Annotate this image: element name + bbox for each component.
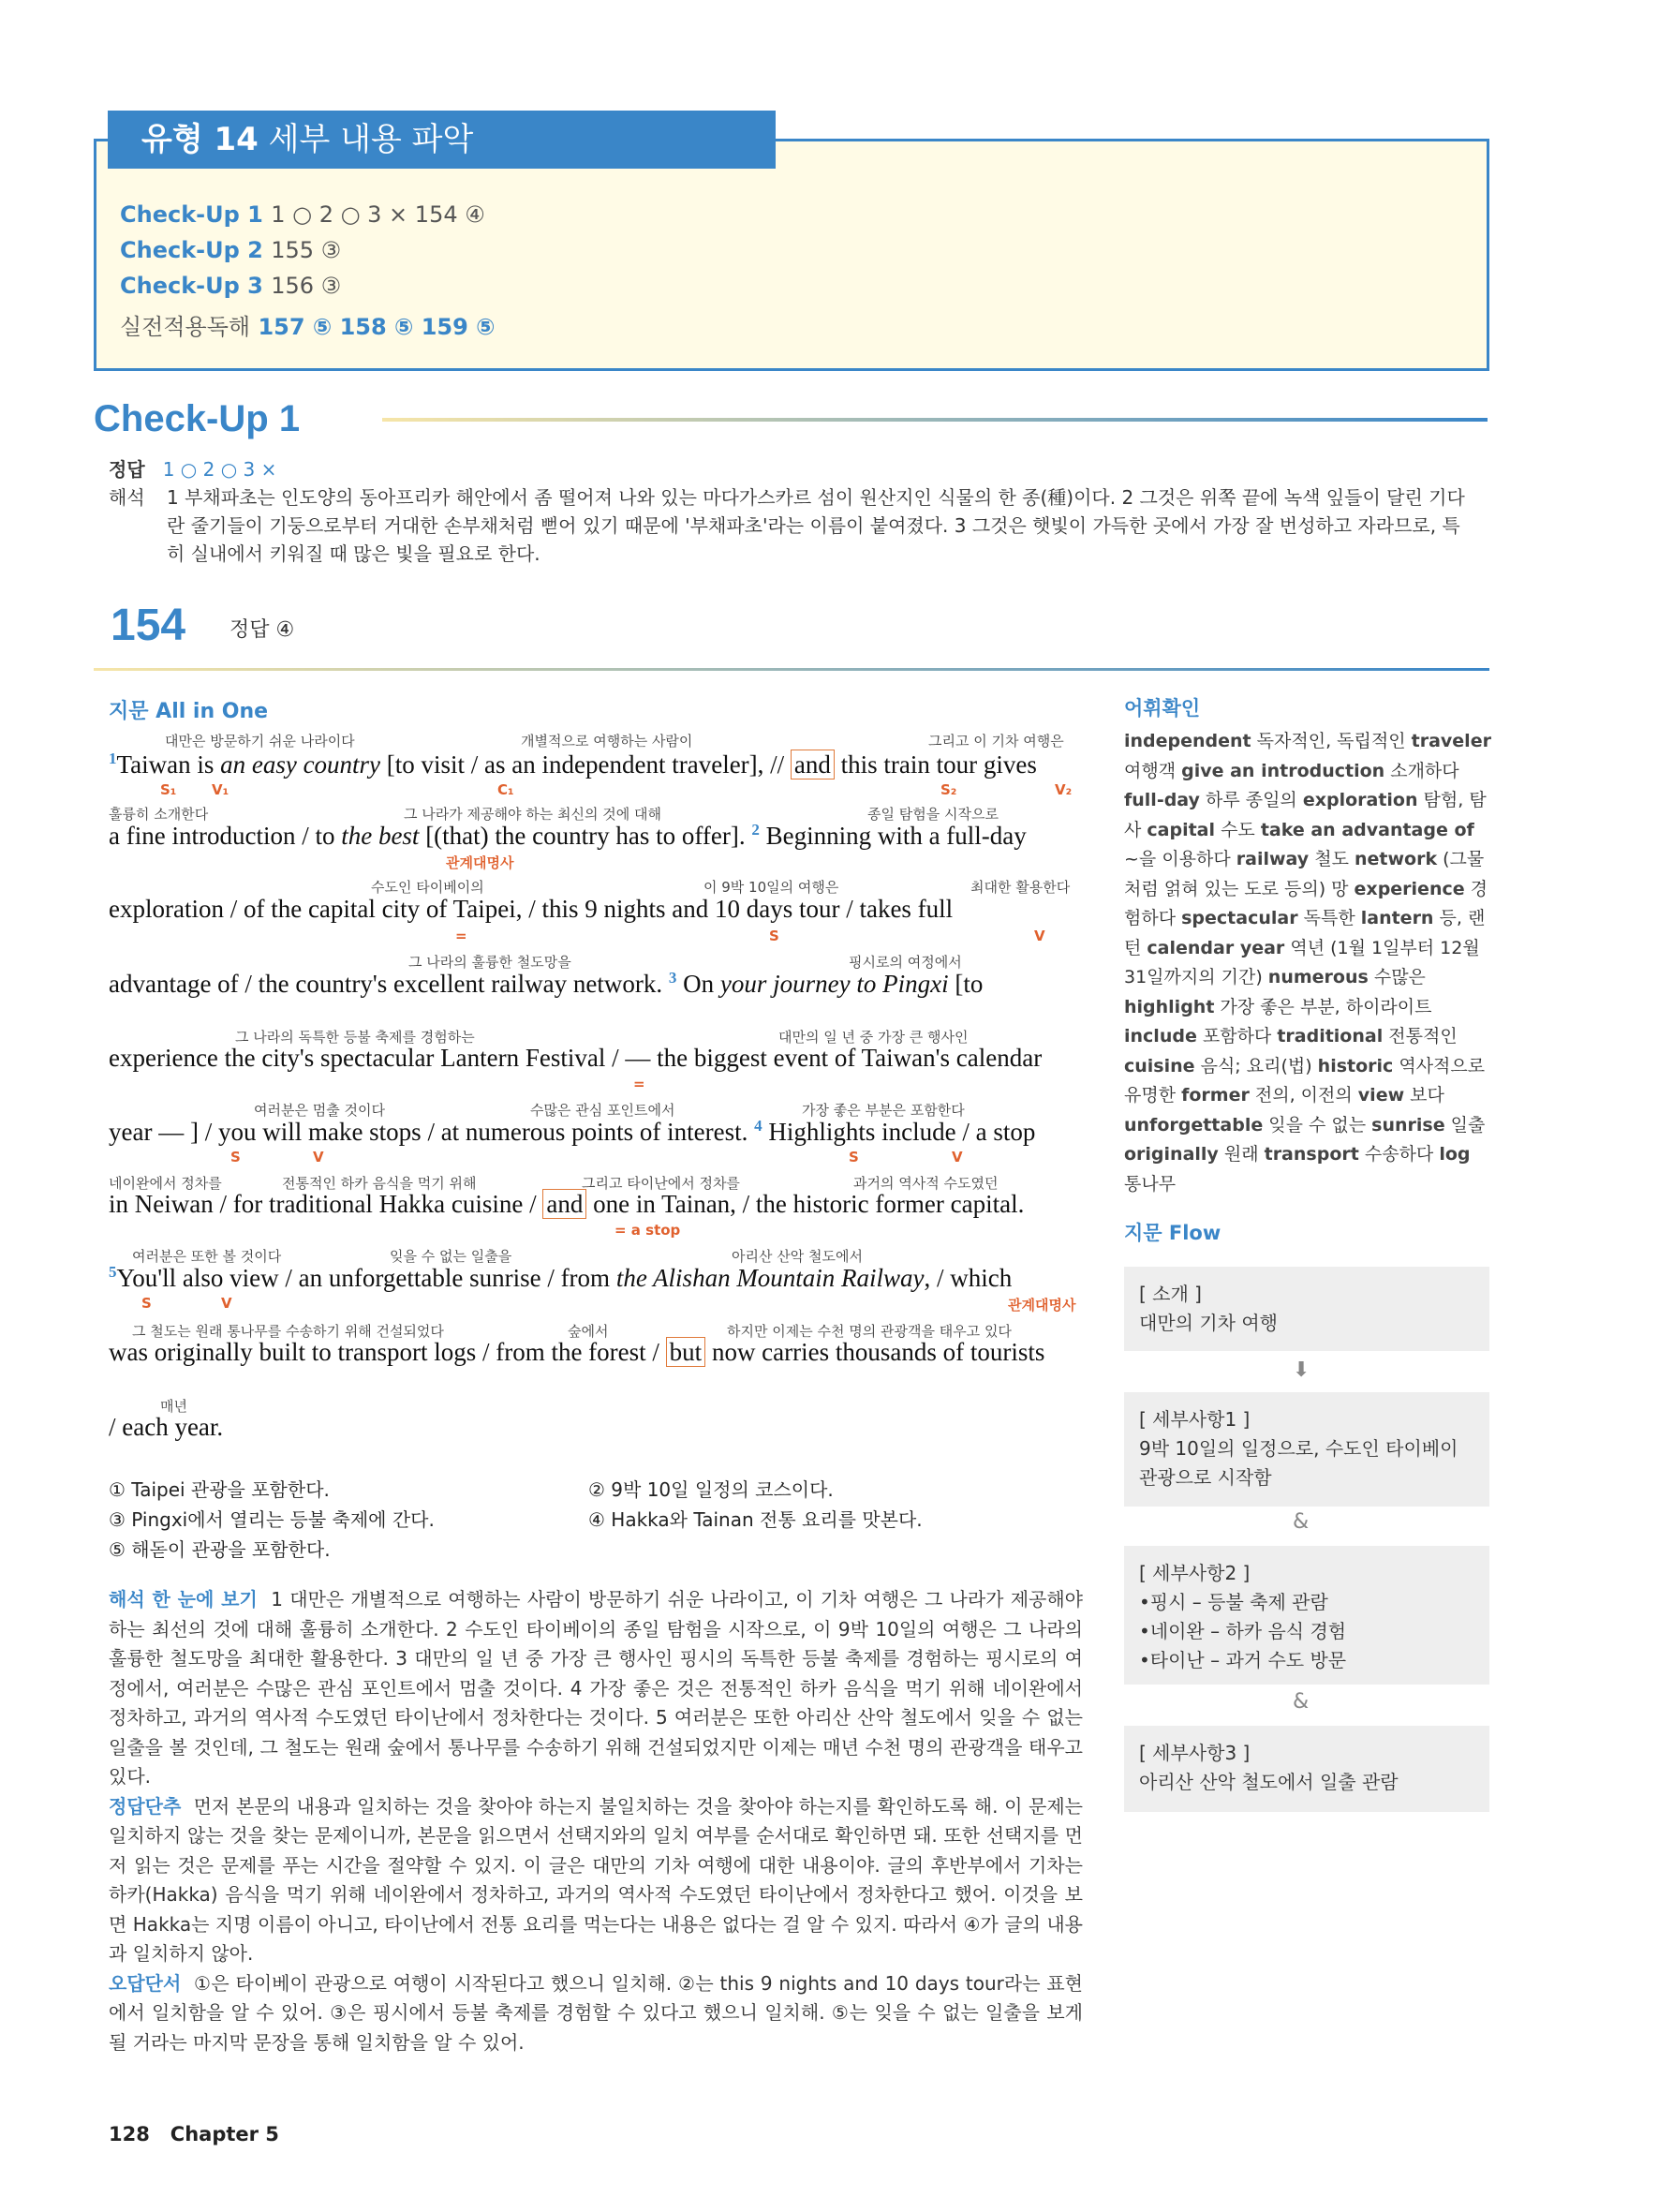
gloss-row: 그 철도는 원래 통나무를 수송하기 위해 건설되었다 숲에서 하지만 이제는 수천 명의 관광객을 태우고 있다 (132, 1323, 1012, 1340)
gloss: 대만은 방문하기 쉬운 나라이다 (165, 733, 355, 750)
flow-box: [ 세부사항3 ] 아리산 산악 철도에서 일출 관람 (1124, 1726, 1489, 1812)
vocab-meaning: 경험하다 (1124, 878, 1488, 928)
vocab-meaning: 통나무 (1124, 1173, 1177, 1195)
checkup1-explain-label: 해석 (109, 486, 145, 509)
flow-box: [ 소개 ] 대만의 기차 여행 (1124, 1267, 1489, 1351)
flow-box: [ 세부사항1 ] 9박 10일의 일정으로, 수도인 타이베이 관광으로 시작함 (1124, 1392, 1489, 1507)
flow-title: 지문 Flow (1124, 1222, 1221, 1244)
gloss-row: 훌륭히 소개한다 그 나라가 제공해야 하는 최신의 것에 대해 종일 탐험을 시작으로 (109, 806, 999, 823)
vocab-meaning: 역년 (1월 1일부터 12월 31일까지의 기간) (1124, 937, 1480, 987)
gloss-row: 네이완에서 정차를 전통적인 하카 음식을 먹기 위해 그리고 타이난에서 정차를 과거의 역사적 수도였던 (109, 1175, 999, 1192)
vocab-meaning: (그물처럼 얽혀 있는 도로 등의) 망 (1124, 849, 1485, 899)
vocab-word: transport (1264, 1144, 1359, 1165)
vocab-word: network (1354, 849, 1438, 869)
vocab-word: independent (1124, 731, 1251, 751)
passage-line: experience the city's spectacular Lantern Festival / — the biggest event of Taiwan's calendar (109, 1044, 1043, 1072)
vocab-meaning: 수송하다 (1358, 1144, 1440, 1165)
vocab-word: historic (1317, 1055, 1394, 1076)
vocab-word: former (1181, 1085, 1250, 1106)
explanation-block: 해석 한 눈에 보기 1 대만은 개별적으로 여행하는 사람이 방문하기 쉬운 나라이고, 이 기차 여행은 그 나라가 제공해야 하는 최선의 것에 대해 훌륭히 소개한다. 2 수도인 타이베이의 종일 탐험을 시작으로, 이 9박 10일의 여행은 그 나라의 훌륭한 철도망을 최대한 활용한다. 3 대만의 일 년 중 가장 큰 행사인 핑시의 독특한 등불 축제를 경험하는 핑시로의 여정에서, 여러분은 수많은 관심 포인트에서 멈출 것이다. 4 가장 좋은 것은 전통적인 하카 음식을 먹기 위해 네이완에서 정차하고, 과거의 역사적 수도였던 타이난에서 정차한다는 것이다. 5 여러분은 또한 아리산 산악 철도에서 잊을 수 없는 일출을 볼 것인데, 그 철도는 원래 숲에서 통나무를 수송하기 위해 건설되었지만 이제는 매년 수천 명의 관광객을 태우고 있다. 정답단추 먼저 본문의 내용과 일치하는 것을 찾아야 하는지 불일치하는 것을 찾아야 하는지를 확인하도록 해. 이 문제는 일치하지 않는 것을 찾는 문제이니까, 본문을 읽으면서 선택지와의 일치 여부를 순서대로 확인하면 돼. 또한 선택지를 먼저 읽는 것은 문제를 푸는 시간을 절약할 수 있지. 이 글은 대만의 기차 여행에 대한 내용이야. 글의 후반부에서 기차는 하카(Hakka) 음식을 먹기 위해 네이완에서 정차하고, 과거의 역사적 수도였던 타이난에서 정차한다고 했어. 이것을 보면 Hakka는 지명 이름이 아니고, 타이난에서 전통 요리를 먹는다는 내용은 없다는 걸 알 수 있지. 따라서 ④가 글의 내용과 일치하지 않아. 오답단서 ①은 타이베이 관광으로 여행이 시작된다고 했으니 일치해. ②는 this 9 nights and 10 days tour라는 표현에서 일치함을 알 수 있어. ③은 핑시에서 등불 축제를 경험할 수 있다고 했으니 일치해. ⑤는 잊을 수 없는 일출을 보게 될 거라는 마지막 문장을 통해 일치함을 알 수 있어. (109, 1588, 1084, 2054)
vocab-word: exploration (1302, 790, 1418, 810)
vocab-meaning: 전통적인 (1383, 1026, 1458, 1047)
passage-line: year — ] / you will make stops / at numerous points of interest. $^4$ Highlights include / a stop (109, 1117, 1036, 1146)
flow-box: [ 세부사항2 ] •핑시 – 등불 축제 관람 •네이완 – 하카 음식 경험 •타이난 – 과거 수도 방문 (1124, 1546, 1489, 1685)
vocab-meaning: ~을 이용하다 (1124, 849, 1236, 869)
gloss-row: 수도인 타이베이의 이 9박 10일의 여행은 최대한 활용한다 (371, 879, 1071, 896)
vocab-meaning: 수도 (1215, 819, 1261, 840)
vocab-word: take an advantage of (1260, 819, 1474, 840)
grammar-marks: 관계대명사 (446, 854, 514, 871)
vocab-word: full-day (1124, 790, 1200, 810)
gloss-row: 그 나라의 독특한 등불 축제를 경험하는 대만의 일 년 중 가장 큰 행사인 (235, 1029, 969, 1046)
vocab-word: spectacular (1181, 908, 1298, 928)
vocab-word: view (1357, 1085, 1405, 1106)
gloss: 개별적으로 여행하는 사람이 (521, 733, 693, 750)
ampersand: & (1293, 1510, 1310, 1534)
grammar-marks: S₁ V₁ C₁ S₂ V₂ (160, 781, 1073, 798)
grammar-marks: S V 관계대명사 (141, 1295, 1076, 1314)
passage-line: advantage of / the country's excellent railway network. $^3$ On your journey to Pingxi [to (109, 969, 984, 998)
gloss-row: 여러분은 또한 볼 것이다 잊을 수 없는 일출을 아리산 산악 철도에서 (132, 1248, 863, 1265)
vocab-meaning: 원래 (1218, 1144, 1265, 1165)
page-footer: 128 Chapter 5 (109, 2123, 279, 2145)
summary-row: Check-Up 3 156 ③ (120, 273, 342, 299)
vocab-word: traditional (1277, 1026, 1384, 1047)
vocab-word: give an introduction (1181, 760, 1385, 781)
vocab-meaning: 철도 (1309, 849, 1355, 869)
vocab-word: capital (1147, 819, 1216, 840)
passage-line: in Neiwan / for traditional Hakka cuisine / and one in Tainan, / the historic former capital. (109, 1190, 1025, 1218)
option-2: ② 9박 10일 일정의 코스이다. (588, 1478, 834, 1501)
summary-row: Check-Up 2 155 ③ (120, 237, 342, 263)
grammar-marks: = S V (455, 928, 1045, 944)
section-divider (94, 668, 1489, 671)
passage-line: $^5$You'll also view / an unforgettable sunrise / from the Alishan Mountain Railway, / which (109, 1263, 1013, 1292)
grammar-marks: = (633, 1076, 645, 1092)
vocab-meaning: 가장 좋은 부분, 하이라이트 (1214, 996, 1432, 1017)
vocab-word: highlight (1124, 996, 1215, 1017)
vocab-word: originally (1124, 1144, 1219, 1165)
vocab-meaning: 보다 (1404, 1085, 1444, 1106)
passage-line: a fine introduction / to the best [(that) the country has to offer]. $^2$ Beginning with a full-day (109, 821, 1027, 850)
ampersand: & (1293, 1690, 1310, 1714)
grammar-marks: = a stop (614, 1222, 681, 1239)
vocab-word: numerous (1267, 967, 1369, 987)
question-answer: 정답 ④ (229, 618, 295, 642)
section-divider (382, 418, 1488, 422)
vocab-title: 어휘확인 (1124, 697, 1201, 720)
option-1: ① Taipei 관광을 포함한다. (109, 1478, 330, 1501)
vocab-word: traveler (1411, 731, 1491, 751)
checkup1-title: Check-Up 1 (94, 398, 301, 439)
vocab-meaning: 잊을 수 없는 (1263, 1114, 1372, 1136)
passage-title: 지문 All in One (109, 700, 269, 723)
passage-line: / each year. (109, 1413, 224, 1441)
type-tab: 유형 14 세부 내용 파악 (108, 111, 776, 169)
vocab-meaning: 역사적으로 유명한 (1124, 1055, 1486, 1106)
vocab-meaning: 하루 종일의 (1199, 790, 1303, 810)
checkup1-explain: 1 부채파초는 인도양의 동아프리카 해안에서 좀 떨어져 나와 있는 마다가스카르 섬이 원산지인 식물의 한 종(種)이다. 2 그것은 위쪽 끝에 녹색 잎들이 달린 기다란 줄기들이 기둥으로부터 거대한 손부채처럼 뻗어 있기 때문에 '부채파초'라는 이름이 붙여졌다. 3 그것은 햇빛이 가득한 곳에서 가장 잘 번성하고 자라므로, 특히 실내에서 키워질 때 많은 빛을 필요로 한다. (167, 486, 1465, 565)
vocab-meaning: 여행객 (1124, 760, 1182, 781)
vocab-word: calendar year (1147, 937, 1285, 958)
gloss-row (109, 731, 1083, 750)
vocab-meaning: 일출 (1444, 1114, 1486, 1136)
passage-line: exploration / of the capital city of Taipei, / this 9 nights and 10 days tour / takes full (109, 895, 954, 923)
option-3: ③ Pingxi에서 열리는 등불 축제에 간다. (109, 1508, 435, 1531)
vocab-meaning: 독자적인, 독립적인 (1251, 731, 1412, 751)
passage-line: $^1$Taiwan is an easy country [to visit / as an independent traveler], // and this train tour gives (109, 750, 1037, 779)
vocab-meaning: 음식; 요리(법) (1194, 1055, 1318, 1076)
vocab-word: unforgettable (1124, 1114, 1264, 1136)
vocab-meaning: 독특한 (1297, 908, 1361, 928)
checkup1-answer: 정답 1 ○ 2 ○ 3 × (109, 458, 277, 481)
vocab-word: railway (1236, 849, 1310, 869)
vocab-meaning: 등, 랜턴 (1124, 908, 1486, 958)
gloss-row: 매년 (160, 1398, 187, 1415)
vocab-meaning: 포함하다 (1196, 1026, 1278, 1047)
vocab-word: lantern (1360, 908, 1434, 928)
summary-row: Check-Up 1 1 ○ 2 ○ 3 × 154 ④ (120, 201, 485, 228)
grammar-marks: S V S V (230, 1149, 963, 1165)
vocab-meaning: 전의, 이전의 (1249, 1085, 1358, 1106)
option-4: ④ Hakka와 Tainan 전통 요리를 맛본다. (588, 1508, 923, 1531)
vocab-meaning: 수많은 (1368, 967, 1426, 987)
passage-line: was originally built to transport logs / from the forest / but now carries thousands of tourists (109, 1338, 1045, 1366)
gloss: 그리고 이 기차 여행은 (928, 733, 1064, 750)
summary-row: 실전적용독해 157 ⑤ 158 ⑤ 159 ⑤ (120, 314, 496, 340)
vocab-word: experience (1354, 878, 1465, 899)
question-number: 154 (111, 601, 186, 650)
vocab-meaning: 소개하다 (1384, 760, 1459, 781)
vocab-word: cuisine (1124, 1055, 1195, 1076)
gloss-row: 그 나라의 훌륭한 철도망을 핑시로의 여정에서 (408, 954, 962, 971)
vocab-word: sunrise (1371, 1114, 1445, 1136)
vocab-word: log (1439, 1144, 1471, 1165)
gloss-row: 여러분은 멈출 것이다 수많은 관심 포인트에서 가장 좋은 부분은 포함한다 (254, 1102, 965, 1119)
vocab-list (1124, 727, 1491, 1199)
option-5: ⑤ 해돋이 관광을 포함한다. (109, 1538, 331, 1561)
down-arrow-icon: ⬇ (1293, 1358, 1310, 1382)
vocab-word: include (1124, 1026, 1197, 1047)
vocab-meaning: 탐험, 탐사 (1124, 790, 1487, 840)
